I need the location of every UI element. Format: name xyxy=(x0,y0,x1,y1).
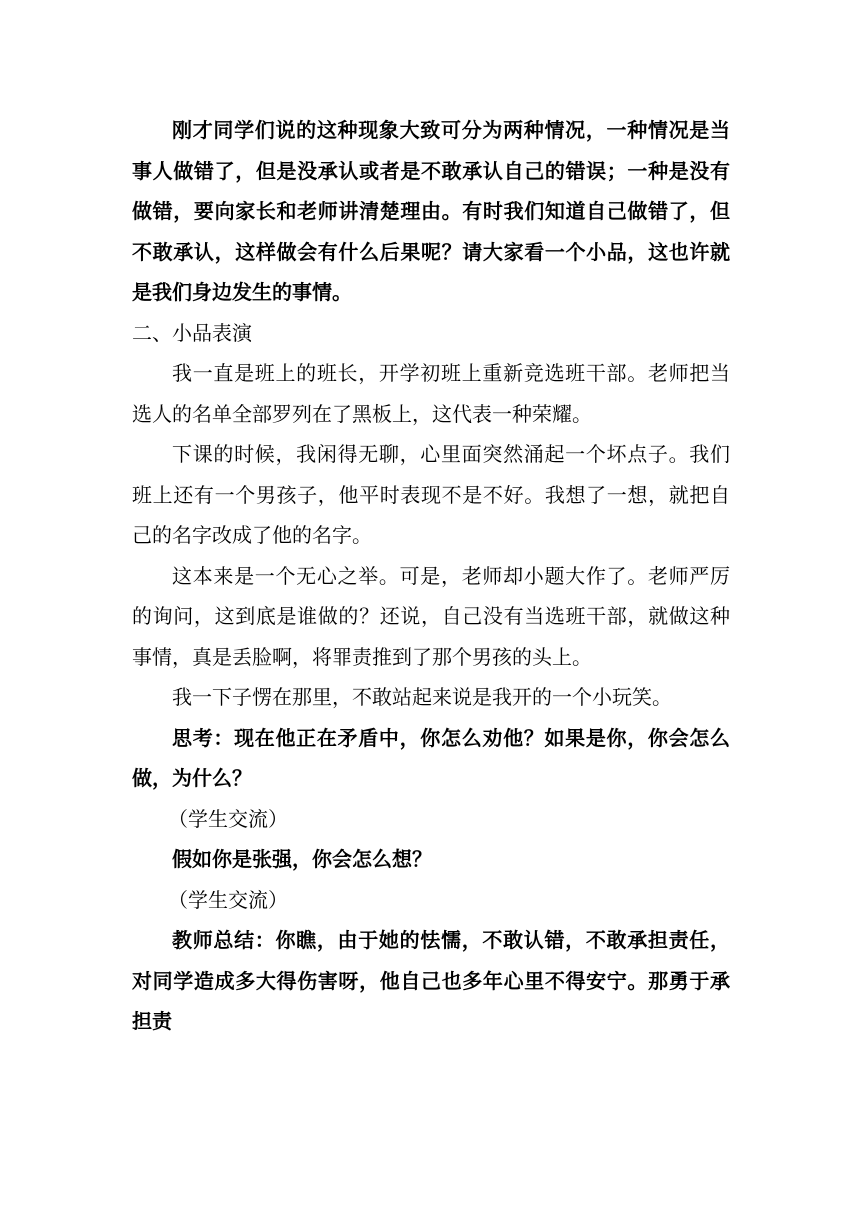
paragraph-skit-1: 我一直是班上的班长，开学初班上重新竞选班干部。老师把当选人的名单全部罗列在了黑板上，这代表一种荣耀。 xyxy=(132,361,730,426)
student-exchange-2: （学生交流） xyxy=(168,887,288,912)
paragraph-skit-3: 这本来是一个无心之举。可是，老师却小题大作了。老师严厉的询问，这到底是谁做的？还说，自己没有当选班干部，就做这种事情，真是丢脸啊，将罪责推到了那个男孩的头上。 xyxy=(132,563,730,669)
document-body xyxy=(132,110,730,1042)
paragraph-question: 假如你是张强，你会怎么想？ xyxy=(172,847,432,871)
student-exchange-1: （学生交流） xyxy=(168,806,288,831)
paragraph-summary: 教师总结：你瞧，由于她的怯懦，不敢认错，不敢承担责任，对同学造成多大得伤害呀，他自己也多年心里不得安宁。那勇于承担责 xyxy=(132,928,730,1033)
section-heading-skit: 二、小品表演 xyxy=(132,320,252,345)
paragraph-intro: 刚才同学们说的这种现象大致可分为两种情况，一种情况是当事人做错了，但是没承认或者是不敢承认自己的错误；一种是没有做错，要向家长和老师讲清楚理由。有时我们知道自己做错了，但不敢承认，这样做会有什么后果呢？请大家看一个小品，这也许就是我们身边发生的事情。 xyxy=(132,118,730,304)
paragraph-skit-4: 我一下子愣在那里，不敢站起来说是我开的一个小玩笑。 xyxy=(172,685,672,709)
paragraph-skit-2: 下课的时候，我闲得无聊，心里面突然涌起一个坏点子。我们班上还有一个男孩子，他平时表现不是不好。我想了一想，就把自己的名字改成了他的名字。 xyxy=(132,442,730,547)
paragraph-think: 思考：现在他正在矛盾中，你怎么劝他？如果是你，你会怎么做，为什么？ xyxy=(132,725,730,790)
